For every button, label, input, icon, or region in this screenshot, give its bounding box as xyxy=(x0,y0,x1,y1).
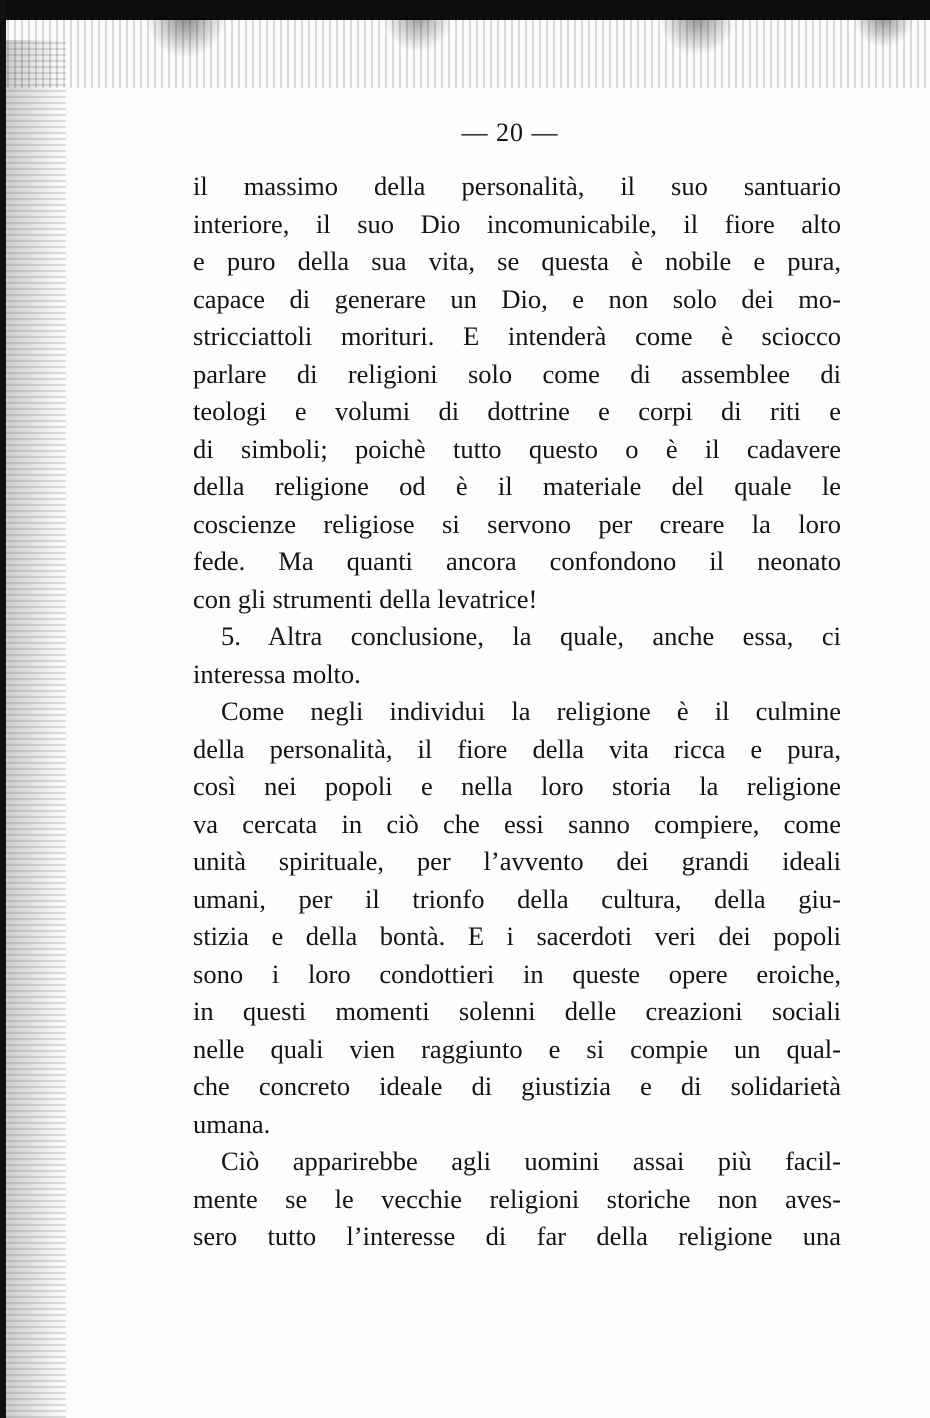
text-line: in questi momenti solenni delle creazioni sociali xyxy=(193,996,841,1026)
text-line: unità spirituale, per l’avvento dei grandi ideali xyxy=(193,846,841,876)
text-line: 5. Altra conclusione, la quale, anche essa, ci xyxy=(221,621,841,651)
text-line: Ciò apparirebbe agli uomini assai più facil- xyxy=(221,1146,841,1176)
text-line: il massimo della personalità, il suo santuario xyxy=(193,171,841,201)
body-text xyxy=(193,168,841,1256)
text-line: sono i loro condottieri in queste opere eroiche, xyxy=(193,958,841,989)
scan-top-edge xyxy=(0,0,930,20)
text-line: così nei popoli e nella loro storia la religione xyxy=(193,771,841,801)
text-line: e puro della sua vita, se questa è nobile e pura, xyxy=(193,246,841,276)
text-line: di simboli; poichè tutto questo o è il cadavere xyxy=(193,433,841,464)
page-number: — 20 — xyxy=(461,118,559,147)
text-line: umana. xyxy=(193,1108,271,1139)
text-line: interessa molto. xyxy=(193,658,361,689)
text-line: che concreto ideale di giustizia e di solidarietà xyxy=(193,1071,841,1101)
text-line: fede. Ma quanti ancora confondono il neonato xyxy=(193,546,841,576)
text-line: teologi e volumi di dottrine e corpi di riti e xyxy=(193,396,841,426)
text-line: della personalità, il fiore della vita ricca e pura, xyxy=(193,733,841,764)
text-line: coscienze religiose si servono per creare la loro xyxy=(193,508,841,539)
text-line: nelle quali vien raggiunto e si compie un qual- xyxy=(193,1033,841,1064)
text-line: capace di generare un Dio, e non solo dei mo- xyxy=(193,283,841,314)
text-line: va cercata in ciò che essi sanno compiere, come xyxy=(193,808,841,839)
scan-left-noise xyxy=(6,40,66,1418)
text-line: mente se le vecchie religioni storiche non aves- xyxy=(193,1183,841,1214)
text-line: interiore, il suo Dio incomunicabile, il fiore alto xyxy=(193,208,841,239)
text-line: sero tutto l’interesse di far della religione una xyxy=(193,1221,841,1251)
text-line: parlare di religioni solo come di assemblee di xyxy=(193,358,841,389)
text-line: della religione od è il materiale del quale le xyxy=(193,471,841,501)
text-line: stricciattoli morituri. E intenderà come è sciocco xyxy=(193,321,841,351)
text-line: umani, per il trionfo della cultura, della giu- xyxy=(193,883,841,914)
text-line: con gli strumenti della levatrice! xyxy=(193,583,538,614)
text-line: Come negli individui la religione è il culmine xyxy=(221,696,841,726)
scan-top-noise xyxy=(0,18,930,88)
text-line: stizia e della bontà. E i sacerdoti veri dei popoli xyxy=(193,921,841,951)
